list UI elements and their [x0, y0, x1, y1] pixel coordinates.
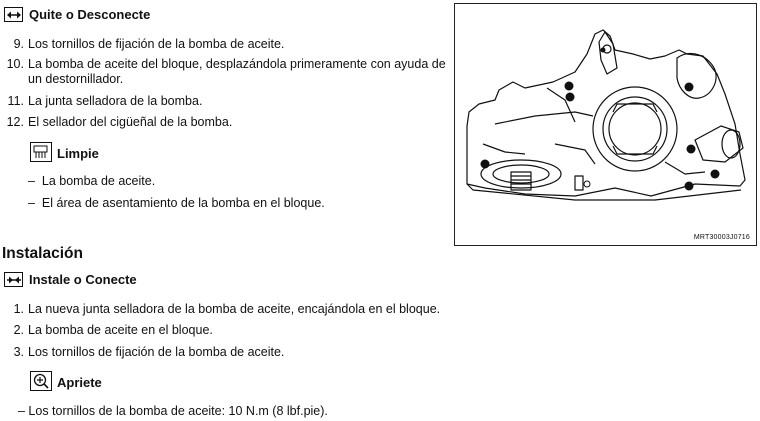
remove-arrows-icon: [4, 7, 23, 22]
list-item: 12. El sellador del cigüeñal de la bomba.: [6, 115, 233, 129]
install-heading: Instale o Conecte: [29, 272, 137, 287]
clean-icon: [30, 142, 52, 162]
list-item: 1. La nueva junta selladora de la bomba de aceite, encajándola en el bloque.: [13, 302, 441, 316]
remove-heading: Quite o Desconecte: [29, 7, 151, 22]
list-item: 9. Los tornillos de fijación de la bomba de aceite.: [13, 37, 285, 51]
list-item-continuation: un destornillador.: [28, 72, 124, 86]
oil-pump-illustration: [454, 3, 757, 246]
figure-caption: MRT30003J0716: [693, 234, 750, 241]
list-item: 3. Los tornillos de fijación de la bomba de aceite.: [13, 345, 285, 359]
tighten-heading: Apriete: [57, 375, 102, 390]
list-item: – La bomba de aceite.: [28, 174, 156, 188]
installation-title: Instalación: [2, 245, 83, 262]
oil-pump-drawing: [455, 4, 756, 245]
list-item: 2. La bomba de aceite en el bloque.: [13, 323, 213, 337]
torque-spec: – Los tornillos de la bomba de aceite: 10 N.m (8 lbf.pie).: [18, 404, 328, 418]
list-item: 11. La junta selladora de la bomba.: [7, 94, 203, 108]
list-item: 10. La bomba de aceite del bloque, desplazándola primeramente con ayuda de: [6, 57, 446, 71]
install-arrows-icon: [4, 272, 23, 287]
clean-heading: Limpie: [57, 146, 99, 161]
list-item: – El área de asentamiento de la bomba en el bloque.: [28, 196, 325, 210]
torque-icon: [30, 371, 52, 391]
